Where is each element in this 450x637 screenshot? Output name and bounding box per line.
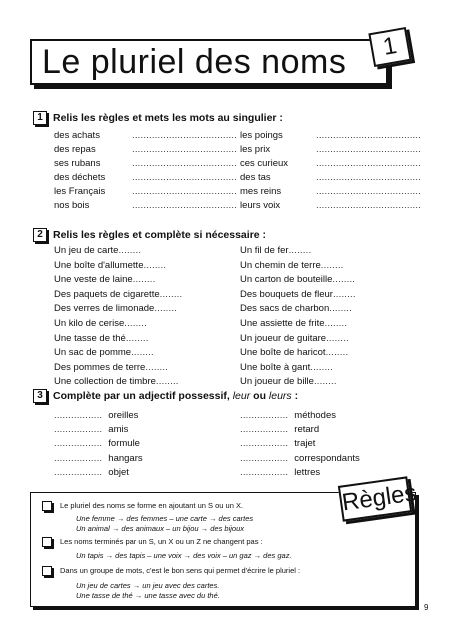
exercise-3-instruction: Complète par un adjectif possessif, leur ou leurs : <box>53 390 299 402</box>
exercise-3-number: 3 <box>33 389 47 403</box>
exercise-1-answer-blank: ..................................... <box>316 144 422 155</box>
exercise-2-answer-blank: ........ <box>155 376 179 388</box>
rule-1-text: Le pluriel des noms se forme en ajoutant un S ou un X. <box>60 501 244 510</box>
exercise-2-item <box>240 303 352 315</box>
exercise-2-phrase: Des verres de limonade <box>54 303 155 315</box>
exercise-2-answer-blank: ........ <box>332 288 356 300</box>
exercise-2-answer-blank: ........ <box>131 347 154 359</box>
rule-2-checkbox-icon <box>42 537 52 547</box>
exercise-3-answer-blank: ................. <box>54 466 103 478</box>
exercise-2-phrase: Un fil de fer <box>240 245 289 256</box>
exercise-3-answer-blank: ................. <box>240 452 289 464</box>
exercise-2-answer-blank: ........ <box>313 376 337 388</box>
rules-label: Règles <box>338 476 412 521</box>
exercise-3-noun: amis <box>108 424 129 436</box>
exercise-1-item <box>54 200 237 212</box>
exercise-1-word: des déchets <box>54 172 106 183</box>
exercise-3-answer-blank: ................. <box>240 410 289 421</box>
exercise-3-noun: retard <box>294 424 320 436</box>
exercise-2-item <box>240 318 347 330</box>
exercise-2-instruction: Relis les règles et complète si nécessaire : <box>53 229 267 241</box>
exercise-2-answer-blank: ........ <box>118 245 142 256</box>
exercise-3-noun: hangars <box>108 452 143 464</box>
exercise-1-item <box>54 172 237 184</box>
exercise-2-heading <box>33 228 266 242</box>
exercise-2-phrase: Un joueur de guitare <box>240 332 327 344</box>
rule-1-example-1: Une femme → des femmes – une carte → des cartes <box>76 514 254 523</box>
rule-3-checkbox-icon <box>42 566 52 576</box>
exercise-1-word: nos bois <box>54 200 90 211</box>
exercise-1-item <box>240 172 421 184</box>
exercise-3-item <box>240 410 336 422</box>
exercise-1-item <box>240 130 421 142</box>
exercise-3-item <box>54 438 140 450</box>
exercise-2-answer-blank: ........ <box>310 361 333 373</box>
exercise-2-phrase: Un joueur de bille <box>240 376 314 388</box>
exercise-1-word: mes reins <box>240 186 282 197</box>
exercise-3-answer-blank: ................. <box>240 438 289 450</box>
exercise-3-noun: correspondants <box>294 452 360 464</box>
exercise-2-answer-blank: ........ <box>159 288 183 300</box>
exercise-2-item <box>54 289 182 301</box>
exercise-1-answer-blank: ..................................... <box>132 144 238 155</box>
exercise-1-item <box>240 200 421 212</box>
rule-3-text: Dans un groupe de mots, c'est le bon sens qui permet d'écrire le pluriel : <box>60 566 301 575</box>
exercise-1-item <box>240 158 421 170</box>
exercise-1-word: des repas <box>54 144 96 155</box>
exercise-1-heading <box>33 111 283 125</box>
exercise-3-noun: objet <box>108 466 129 478</box>
exercise-2-item <box>240 245 311 257</box>
exercise-1-answer-blank: ..................................... <box>132 130 238 141</box>
exercise-2-item <box>54 362 168 374</box>
exercise-2-answer-blank: ........ <box>325 347 349 359</box>
exercise-2-answer-blank: ........ <box>326 332 349 344</box>
exercise-1-word: des achats <box>54 130 100 141</box>
rule-1-checkbox-icon <box>42 501 52 511</box>
exercise-2-phrase: Un jeu de carte <box>54 245 119 256</box>
exercise-3-noun: méthodes <box>294 410 337 421</box>
page-title: Le pluriel des noms <box>42 43 347 81</box>
exercise-2-answer-blank: ........ <box>132 274 156 286</box>
exercise-2-item <box>54 347 154 359</box>
exercise-3-noun: trajet <box>294 438 316 450</box>
exercise-1-answer-blank: ..................................... <box>132 158 238 169</box>
exercise-1-instruction: Relis les règles et mets les mots au singulier : <box>53 112 283 124</box>
exercise-2-phrase: Des paquets de cigarette <box>54 288 160 300</box>
exercise-1-answer-blank: ..................................... <box>316 130 422 141</box>
exercise-1-item <box>240 144 421 156</box>
exercise-2-answer-blank: ........ <box>124 318 147 329</box>
exercise-2-item <box>240 333 349 345</box>
exercise-1-number: 1 <box>33 111 47 125</box>
exercise-2-item <box>54 303 177 315</box>
exercise-3-noun: lettres <box>294 466 321 478</box>
exercise-3-item <box>240 453 360 465</box>
exercise-1-answer-blank: ..................................... <box>316 186 422 197</box>
exercise-2-item <box>54 376 179 388</box>
exercise-1-item <box>54 144 237 156</box>
exercise-3-item <box>240 424 319 436</box>
exercise-2-answer-blank: ........ <box>288 245 312 256</box>
exercise-2-phrase: Un sac de pomme <box>54 347 132 359</box>
exercise-3-answer-blank: ................. <box>54 452 103 464</box>
exercise-3-noun: oreilles <box>108 410 139 421</box>
exercise-1-word: les Français <box>54 186 106 197</box>
exercise-3-answer-blank: ................. <box>240 466 289 478</box>
exercise-2-phrase: Une boîte d'allumette <box>54 259 144 271</box>
exercise-3-item <box>240 438 315 450</box>
exercise-1-item <box>240 186 421 198</box>
exercise-1-item <box>54 130 237 142</box>
exercise-3-item <box>54 410 138 422</box>
title-box <box>30 39 388 85</box>
exercise-1-answer-blank: ..................................... <box>132 200 238 211</box>
exercise-1-word: des tas <box>240 172 271 183</box>
rule-1-example-2: Un animal → des animaux – un bijou → des bijoux <box>76 524 245 533</box>
exercise-2-item <box>240 347 348 359</box>
exercise-2-answer-blank: ........ <box>145 361 169 373</box>
exercise-3-item <box>54 424 128 436</box>
exercise-1-word: les prix <box>240 144 271 155</box>
exercise-3-answer-blank: ................. <box>54 410 103 421</box>
exercise-3-item <box>54 453 143 465</box>
exercise-2-answer-blank: ........ <box>324 318 348 329</box>
rule-2-example-1: Un tapis → des tapis – une voix → des voix – un gaz → des gaz. <box>76 551 292 560</box>
exercise-1-answer-blank: ..................................... <box>316 158 422 169</box>
exercise-1-word: les poings <box>240 130 283 141</box>
exercise-1-answer-blank: ..................................... <box>316 200 422 211</box>
exercise-2-answer-blank: ........ <box>143 259 167 271</box>
exercise-2-phrase: Une assiette de frite <box>240 318 325 329</box>
exercise-2-item <box>240 274 355 286</box>
exercise-2-phrase: Une collection de timbre <box>54 376 156 388</box>
exercise-2-number: 2 <box>33 228 47 242</box>
page-number: 9 <box>424 603 429 612</box>
rule-3-example-1: Un jeu de cartes → un jeu avec des cartes. <box>76 581 220 590</box>
exercise-2-phrase: Une tasse de thé <box>54 332 126 344</box>
exercise-2-answer-blank: ........ <box>320 259 344 271</box>
rule-2-text: Les noms terminés par un S, un X ou un Z ne changent pas : <box>60 537 263 546</box>
exercise-2-item <box>240 260 344 272</box>
exercise-2-answer-blank: ........ <box>332 274 356 286</box>
exercise-2-phrase: Un chemin de terre <box>240 259 321 271</box>
exercise-1-answer-blank: ..................................... <box>316 172 422 183</box>
exercise-2-phrase: Un carton de bouteille <box>240 274 333 286</box>
exercise-2-phrase: Des bouquets de fleur <box>240 288 333 300</box>
exercise-2-phrase: Une veste de laine <box>54 274 133 286</box>
exercise-2-phrase: Un kilo de cerise <box>54 318 125 329</box>
exercise-1-item <box>54 186 237 198</box>
exercise-1-word: leurs voix <box>240 200 281 211</box>
exercise-2-item <box>54 318 147 330</box>
exercise-2-answer-blank: ........ <box>125 332 149 344</box>
exercise-1-word: ses rubans <box>54 158 101 169</box>
exercise-1-word: ces curieux <box>240 158 289 169</box>
exercise-3-heading <box>33 389 298 403</box>
exercise-2-item <box>54 274 155 286</box>
exercise-3-item <box>54 467 129 479</box>
exercise-1-item <box>54 158 237 170</box>
exercise-3-answer-blank: ................. <box>240 424 289 436</box>
chapter-number-tab: 1 <box>368 27 411 67</box>
exercise-2-item <box>54 245 141 257</box>
rule-3-example-2: Une tasse de thé → une tasse avec du thé. <box>76 591 220 600</box>
exercise-2-item <box>54 333 149 345</box>
exercise-1-answer-blank: ..................................... <box>132 186 238 197</box>
exercise-1-answer-blank: ..................................... <box>132 172 238 183</box>
exercise-3-answer-blank: ................. <box>54 424 103 436</box>
exercise-3-answer-blank: ................. <box>54 438 103 450</box>
exercise-2-answer-blank: ........ <box>329 303 352 315</box>
exercise-2-item <box>240 362 333 374</box>
exercise-2-phrase: Une boîte à gant <box>240 361 311 373</box>
exercise-2-phrase: Des sacs de charbon <box>240 303 330 315</box>
exercise-2-item <box>240 289 356 301</box>
exercise-2-phrase: Une boîte de haricot <box>240 347 326 359</box>
exercise-2-answer-blank: ........ <box>154 303 178 315</box>
exercise-3-item <box>240 467 320 479</box>
exercise-2-item <box>240 376 337 388</box>
exercise-3-noun: formule <box>108 438 140 450</box>
exercise-2-item <box>54 260 166 272</box>
exercise-2-phrase: Des pommes de terre <box>54 361 146 373</box>
